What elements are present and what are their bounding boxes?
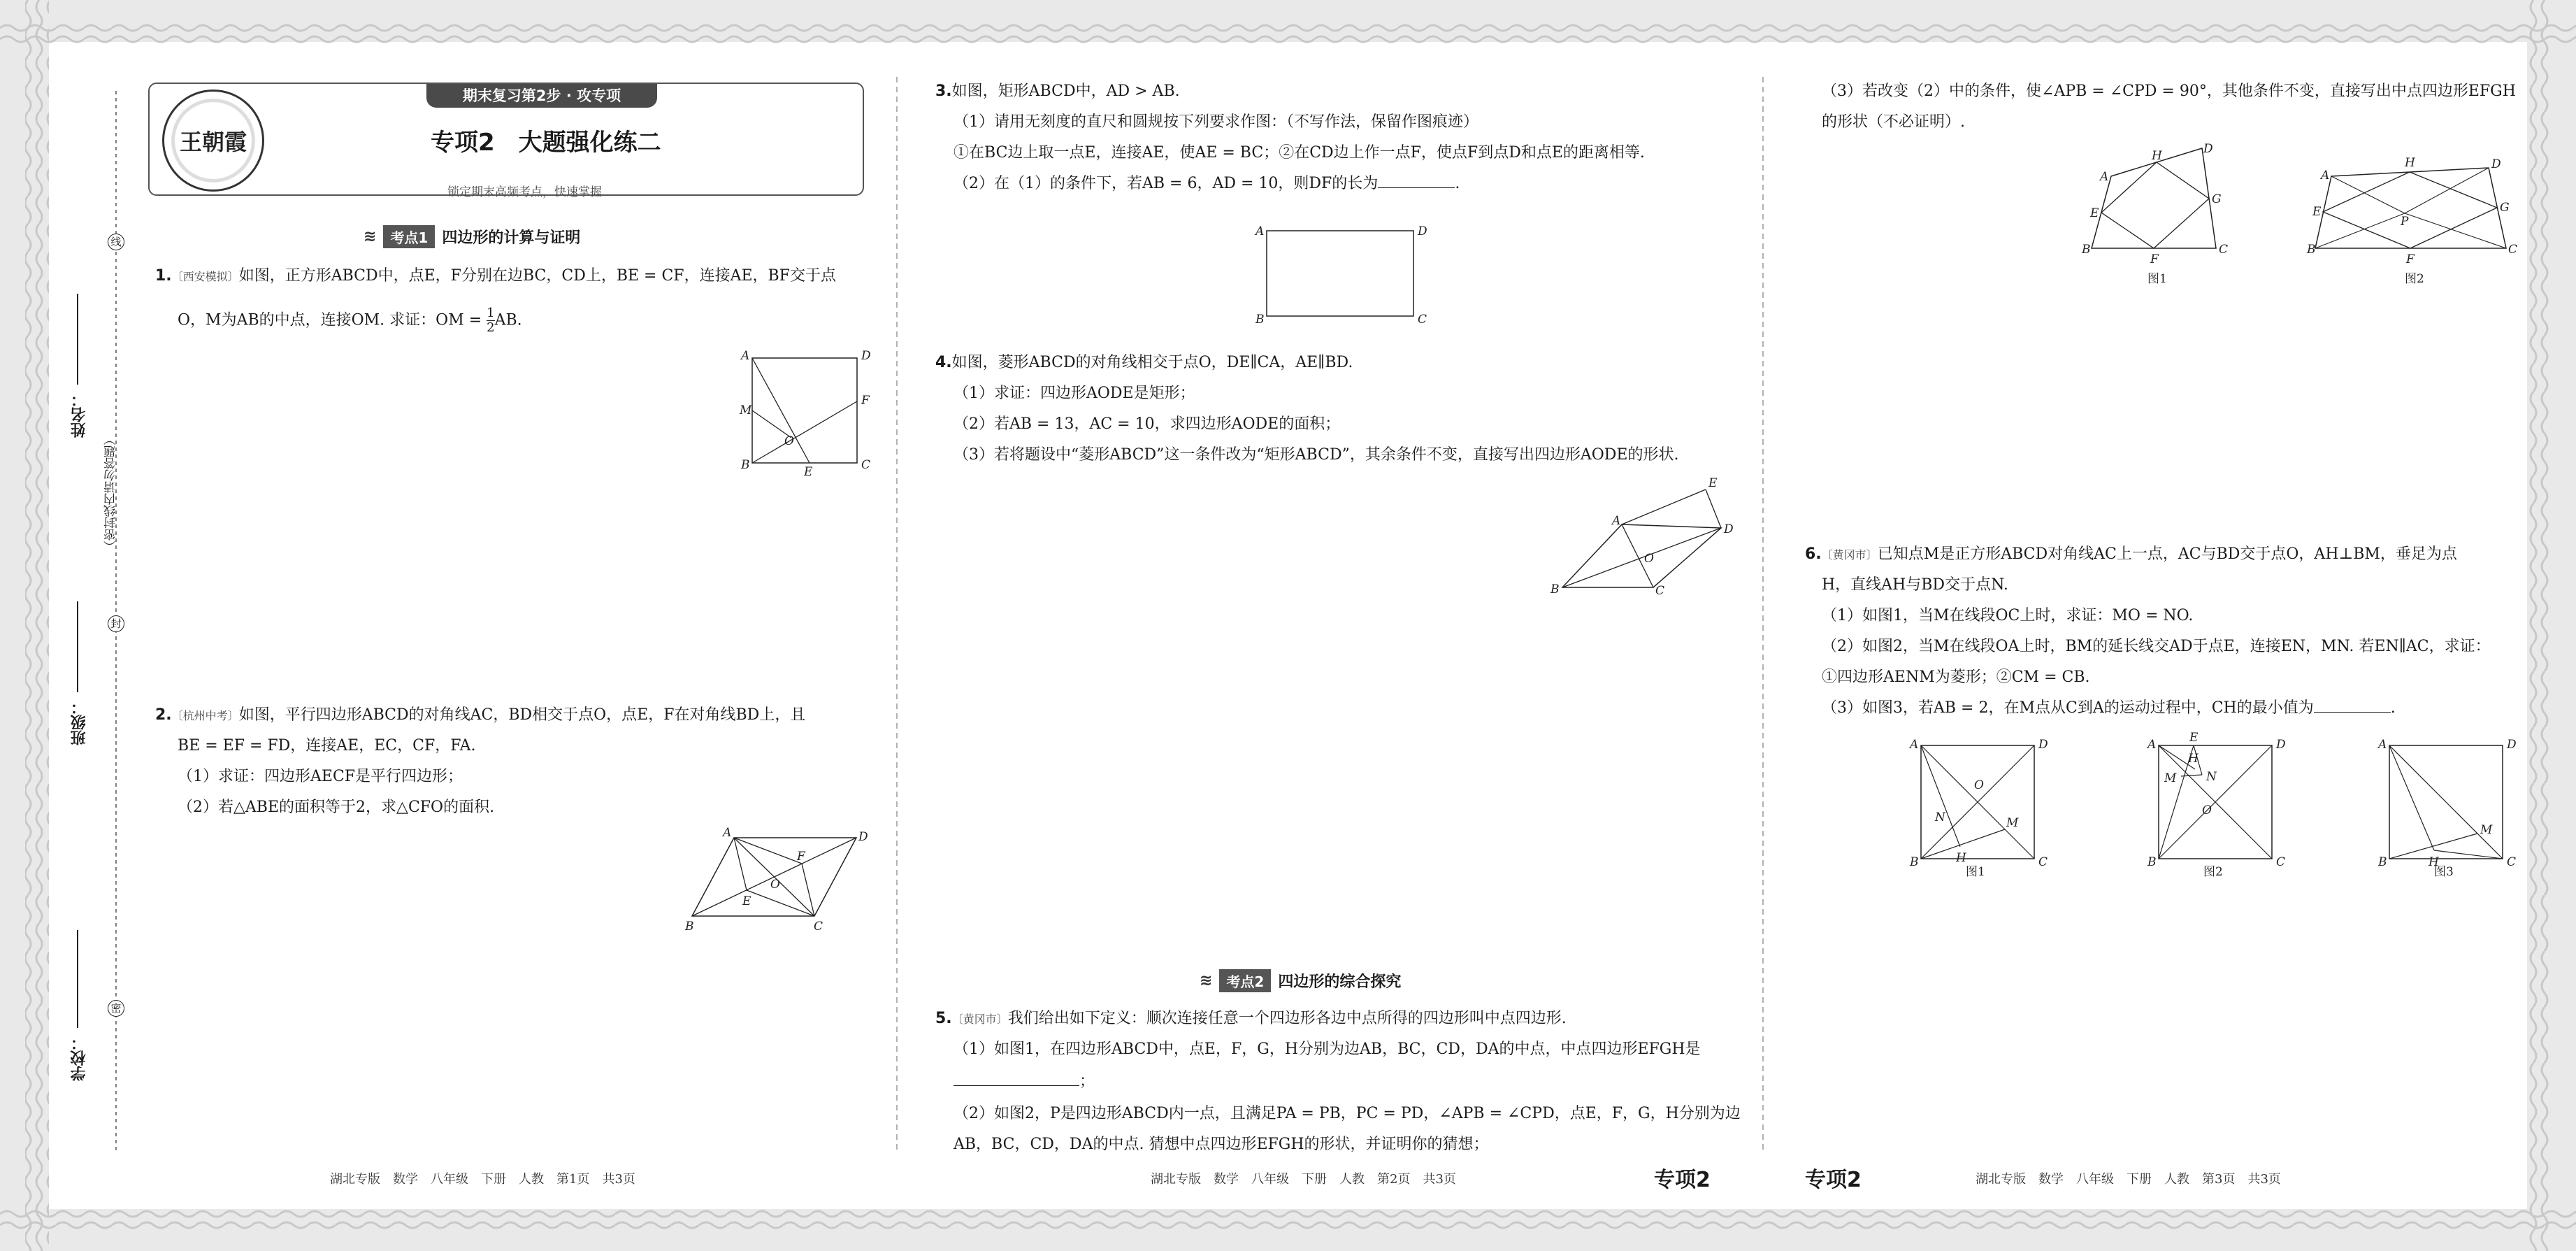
kaodian1-heading <box>364 225 580 248</box>
svg-text:N: N <box>2206 770 2217 784</box>
footer-page3: 湖北专版 数学 八年级 下册 人教 第3页 共3页 <box>1976 1172 2281 1187</box>
svg-text:D: D <box>1724 522 1734 536</box>
q5-line4: （2）如图2，P是四边形ABCD内一点，且满足PA = PB，PC = PD，∠APB = ∠CPD，点E，F，G，H分别为边 <box>954 1105 1741 1122</box>
q4-line2: （1）求证：四边形AODE是矩形； <box>954 385 1195 402</box>
svg-text:O: O <box>784 434 794 448</box>
q3-answer-blank[interactable] <box>1378 173 1455 188</box>
logo-text: 王朝霞 <box>179 129 247 155</box>
svg-text:E: E <box>804 465 813 479</box>
seal-char-mid: 封 <box>108 615 124 632</box>
svg-text:D: D <box>2276 738 2286 752</box>
svg-text:H: H <box>2429 855 2439 869</box>
footer-tag-right: 专项2 <box>1805 1168 1862 1192</box>
q2-line3: （1）求证：四边形AECF是平行四边形； <box>178 768 463 785</box>
svg-text:C: C <box>861 458 871 472</box>
svg-text:E: E <box>2189 731 2199 745</box>
seal-char-top: 线 <box>108 234 124 250</box>
school-label: 学校： <box>71 1035 88 1081</box>
svg-text:D: D <box>2507 738 2517 752</box>
svg-text:C: C <box>1655 584 1665 598</box>
svg-text:C: C <box>2508 243 2518 257</box>
svg-text:P: P <box>2401 215 2409 229</box>
svg-text:C: C <box>2507 855 2517 869</box>
q2-line2: BE = EF = FD，连接AE，EC，CF，FA. <box>178 737 476 755</box>
q6-fig3-caption: 图3 <box>2434 865 2454 879</box>
svg-text:D: D <box>2038 738 2048 752</box>
svg-text:O: O <box>2202 803 2212 817</box>
svg-text:O: O <box>1974 778 1984 792</box>
q1-line2: O，M为AB的中点，连接OM. 求证：OM = $\frac{1}{2}$ AB. <box>178 306 522 335</box>
svg-text:H: H <box>1956 851 1966 865</box>
q3-line1: 3.如图，矩形ABCD中，AD > AB. <box>935 83 1180 100</box>
q6-line1: 6.〔黄冈市〕已知点M是正方形ABCD对角线AC上一点，AC与BD交于点O，AH⊥BM，垂足为点 <box>1805 545 2457 563</box>
step-banner: 期末复习第2步 · 攻专项 <box>426 84 657 108</box>
q1-figure <box>734 349 874 479</box>
footer-page1: 湖北专版 数学 八年级 下册 人教 第1页 共3页 <box>330 1172 635 1187</box>
q6-line6: （3）如图3，若AB = 2，在M点从C到A的运动过程中，CH的最小值为 . <box>1822 699 2396 717</box>
q6-line3: （1）如图1，当M在线段OC上时，求证：MO = NO. <box>1822 607 2194 624</box>
seal-char-bottom: 密 <box>108 1000 124 1017</box>
school-blank-line <box>77 930 78 1028</box>
svg-text:B: B <box>2378 855 2387 869</box>
svg-text:A: A <box>741 349 750 363</box>
q6-figure1 <box>1901 731 2055 878</box>
svg-text:A: A <box>1612 514 1621 528</box>
svg-text:N: N <box>1935 810 1945 824</box>
svg-text:G: G <box>2500 201 2510 215</box>
q5-fig1-caption: 图1 <box>2147 272 2167 286</box>
q6-line4: （2）如图2，当M在线段OA上时，BM的延长线交AD于点E，连接EN，MN. 若EN∥AC，求证： <box>1822 638 2491 655</box>
q5-line5: AB，BC，CD，DA的中点. 猜想中点四边形EFGH的形状，并证明你的猜想； <box>954 1136 1489 1153</box>
q5-line6: （3）若改变（2）中的条件，使∠APB = ∠CPD = 90°，其他条件不变，直接写出中点四边形EFGH <box>1822 83 2516 100</box>
page-subtitle: 锁定期末高频考点，快速掌握 <box>447 185 602 199</box>
svg-text:H: H <box>2405 156 2415 170</box>
q4-line4: （3）若将题设中“菱形ABCD”这一条件改为“矩形ABCD”，其余条件不变，直接写出四边形AODE的形状. <box>954 446 1679 464</box>
page-title: 专项2 大题强化练二 <box>431 129 661 157</box>
kaodian2-heading <box>1200 969 1401 992</box>
q5-figure2 <box>2307 140 2517 294</box>
svg-text:A: A <box>2378 738 2387 752</box>
svg-text:H: H <box>2152 149 2162 163</box>
svg-text:O: O <box>1644 552 1654 566</box>
class-label: 班级： <box>71 699 88 745</box>
svg-text:H: H <box>2188 752 2199 766</box>
q5-fig2-caption: 图2 <box>2405 272 2424 286</box>
svg-text:G: G <box>2212 192 2222 206</box>
svg-text:C: C <box>1418 313 1427 327</box>
q5-line2: （1）如图1，在四边形ABCD中，点E，F，G，H分别为边AB，BC，CD，DA的中点，中点四边形EFGH是 <box>954 1041 1701 1058</box>
q3-line2: （1）请用无刻度的直尺和圆规按下列要求作图：（不写作法，保留作图痕迹） <box>954 113 1478 131</box>
svg-text:A: A <box>723 826 732 840</box>
svg-text:A: A <box>1910 738 1919 752</box>
svg-text:C: C <box>2276 855 2286 869</box>
svg-text:B: B <box>2147 855 2157 869</box>
q6-figure3 <box>2370 731 2524 878</box>
svg-text:E: E <box>2312 205 2322 219</box>
q6-figure2 <box>2139 731 2293 878</box>
svg-text:A: A <box>1255 224 1265 238</box>
svg-text:D: D <box>858 830 868 844</box>
q2-line1: 2.〔杭州中考〕如图，平行四边形ABCD的对角线AC，BD相交于点O，点E，F在对角线BD上，且 <box>155 706 806 724</box>
q6-fig2-caption: 图2 <box>2203 865 2223 879</box>
wave-icon: ≋ <box>1200 972 1213 989</box>
footer-page2: 湖北专版 数学 八年级 下册 人教 第2页 共3页 <box>1151 1172 1456 1187</box>
svg-text:C: C <box>2038 855 2048 869</box>
svg-text:F: F <box>797 850 805 864</box>
q6-answer-blank[interactable] <box>2314 698 2391 713</box>
q5-line7: 的形状（不必证明）. <box>1822 113 1965 131</box>
svg-text:D: D <box>861 349 871 363</box>
q3-line4: （2）在（1）的条件下，若AB = 6，AD = 10，则DF的长为 . <box>954 175 1460 192</box>
kaodian2-badge: 考点2 <box>1219 969 1271 992</box>
svg-text:M: M <box>740 403 752 417</box>
svg-text:E: E <box>1708 476 1718 490</box>
svg-text:F: F <box>861 394 870 408</box>
name-blank-line <box>77 294 78 385</box>
svg-text:E: E <box>2090 206 2099 220</box>
q4-line1: 4.如图，菱形ABCD的对角线相交于点O，DE∥CA，AE∥BD. <box>935 354 1353 371</box>
q5-line3: ； <box>954 1070 1095 1092</box>
svg-text:B: B <box>1255 313 1265 327</box>
svg-text:B: B <box>685 920 694 934</box>
kaodian1-title: 四边形的计算与证明 <box>442 229 581 247</box>
svg-text:C: C <box>2219 243 2229 257</box>
svg-text:B: B <box>2082 243 2091 257</box>
footer-tag-left: 专项2 <box>1654 1168 1711 1192</box>
seal-note: （密封线内请勿答题） <box>104 434 118 552</box>
kaodian1-badge: 考点1 <box>383 225 435 248</box>
q5-answer-blank[interactable] <box>954 1070 1079 1086</box>
q6-line2: H，直线AH与BD交于点N. <box>1822 576 2008 594</box>
wave-icon: ≋ <box>364 228 377 245</box>
svg-text:B: B <box>1910 855 1919 869</box>
svg-text:B: B <box>1550 582 1560 596</box>
q3-figure <box>1251 222 1433 327</box>
svg-text:A: A <box>2100 170 2109 184</box>
q3-line3: ①在BC边上取一点E，连接AE，使AE = BC；②在CD边上作一点F，使点F到点D和点E的距离相等. <box>954 144 1645 162</box>
svg-text:B: B <box>2307 243 2316 257</box>
q5-figure1 <box>2076 140 2244 294</box>
svg-text:F: F <box>2406 252 2415 266</box>
q5-line1: 5.〔黄冈市〕我们给出如下定义：顺次连接任意一个四边形各边中点所得的四边形叫中点四边形. <box>935 1010 1567 1027</box>
q6-fig1-caption: 图1 <box>1966 865 1985 879</box>
svg-text:F: F <box>2150 252 2159 266</box>
q6-line5: ①四边形AENM为菱形；②CM = CB. <box>1822 669 2090 686</box>
svg-text:O: O <box>770 878 780 892</box>
q4-line3: （2）若AB = 13，AC = 10，求四边形AODE的面积； <box>954 415 1341 433</box>
svg-text:D: D <box>2203 142 2213 156</box>
q1-line1: 1.〔西安模拟〕如图，正方形ABCD中，点E，F分别在边BC，CD上，BE = CF，连接AE，BF交于点 <box>155 267 836 285</box>
svg-text:B: B <box>741 458 750 472</box>
brand-logo <box>162 90 264 192</box>
q2-line4: （2）若△ABE的面积等于2，求△CFO的面积. <box>178 799 495 816</box>
svg-text:M: M <box>2480 823 2493 837</box>
name-label: 姓名： <box>71 392 88 438</box>
svg-text:A: A <box>2147 738 2157 752</box>
class-blank-line <box>77 601 78 692</box>
svg-text:C: C <box>814 920 823 934</box>
svg-text:D: D <box>1418 224 1427 238</box>
svg-text:M: M <box>2006 816 2019 830</box>
svg-text:E: E <box>742 894 751 908</box>
svg-text:M: M <box>2164 771 2177 785</box>
svg-text:A: A <box>2321 169 2330 183</box>
q4-figure <box>1545 476 1741 601</box>
kaodian2-title: 四边形的综合探究 <box>1278 973 1402 991</box>
q2-figure <box>685 825 867 937</box>
svg-text:D: D <box>2491 157 2501 171</box>
